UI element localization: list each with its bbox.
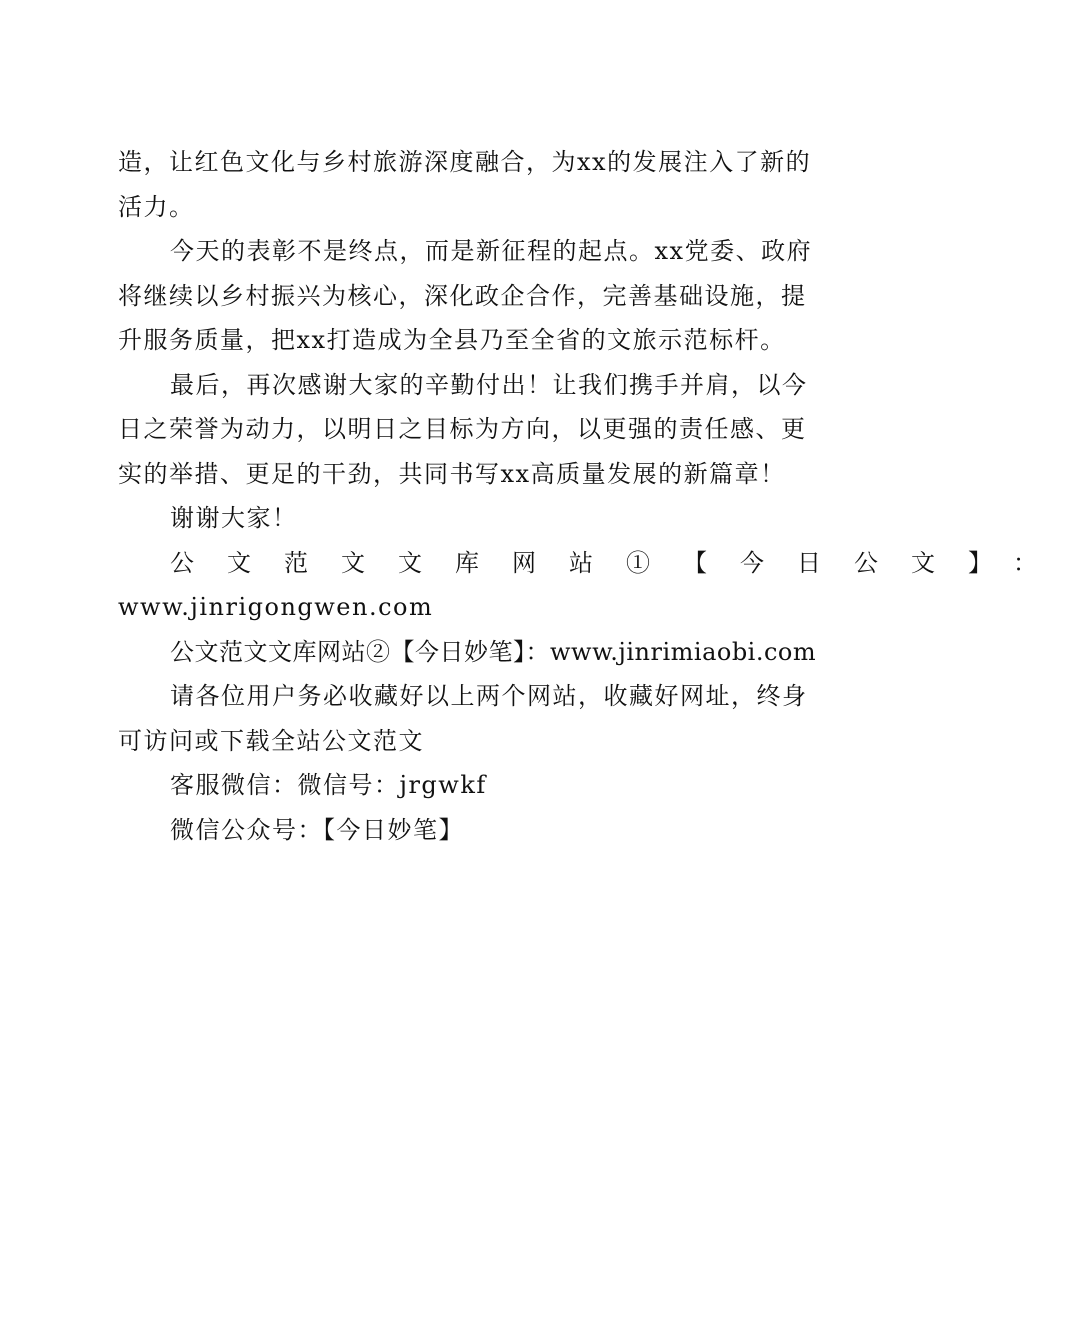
text-line: 升服务质量，把xx打造成为全县乃至全省的文旅示范标杆。	[118, 326, 786, 354]
text-line: 今天的表彰不是终点，而是新征程的起点。xx党委、政府	[170, 237, 813, 265]
text-line: 最后，再次感谢大家的辛勤付出！让我们携手并肩，以今	[170, 370, 808, 399]
text-line: 请各位用户务必收藏好以上两个网站，收藏好网址，终身	[170, 682, 808, 710]
text-line: 谢谢大家！	[170, 504, 298, 532]
website-2-line[interactable]: 公文范文文库网站②【今日妙笔】：www.jinrimiaobi.com	[170, 637, 817, 666]
text-line: 实的举措、更足的干劲，共同书写xx高质量发展的新篇章！	[118, 459, 786, 488]
paragraph-website-2	[118, 630, 824, 675]
text-line: 日之荣誉为动力，以明日之目标为方向，以更强的责任感、更	[118, 415, 807, 443]
paragraph-closing-thanks	[118, 363, 824, 497]
paragraph-official-account	[118, 808, 824, 853]
paragraph-new-journey	[118, 229, 824, 363]
paragraph-bookmark-notice	[118, 674, 824, 763]
paragraph-development-vitality	[118, 140, 824, 229]
website-1-label: 公文范文文库网站①【今日公文】：	[170, 548, 1070, 577]
website-1-url[interactable]: www.jinrigongwen.com	[118, 593, 434, 621]
text-line: 将继续以乡村振兴为核心，深化政企合作，完善基础设施，提	[118, 281, 807, 310]
text-line: 可访问或下载全站公文范文	[118, 726, 424, 755]
customer-service-wechat: 客服微信：微信号：jrgwkf	[170, 771, 487, 799]
wechat-official-account: 微信公众号：【今日妙笔】	[170, 815, 464, 844]
text-line: 造，让红色文化与乡村旅游深度融合，为xx的发展注入了新的	[118, 148, 812, 176]
paragraph-customer-service	[118, 763, 824, 808]
paragraph-thank-you	[118, 496, 824, 541]
paragraph-website-1	[118, 541, 1070, 630]
text-line: 活力。	[118, 192, 195, 221]
document-body	[118, 140, 1070, 852]
